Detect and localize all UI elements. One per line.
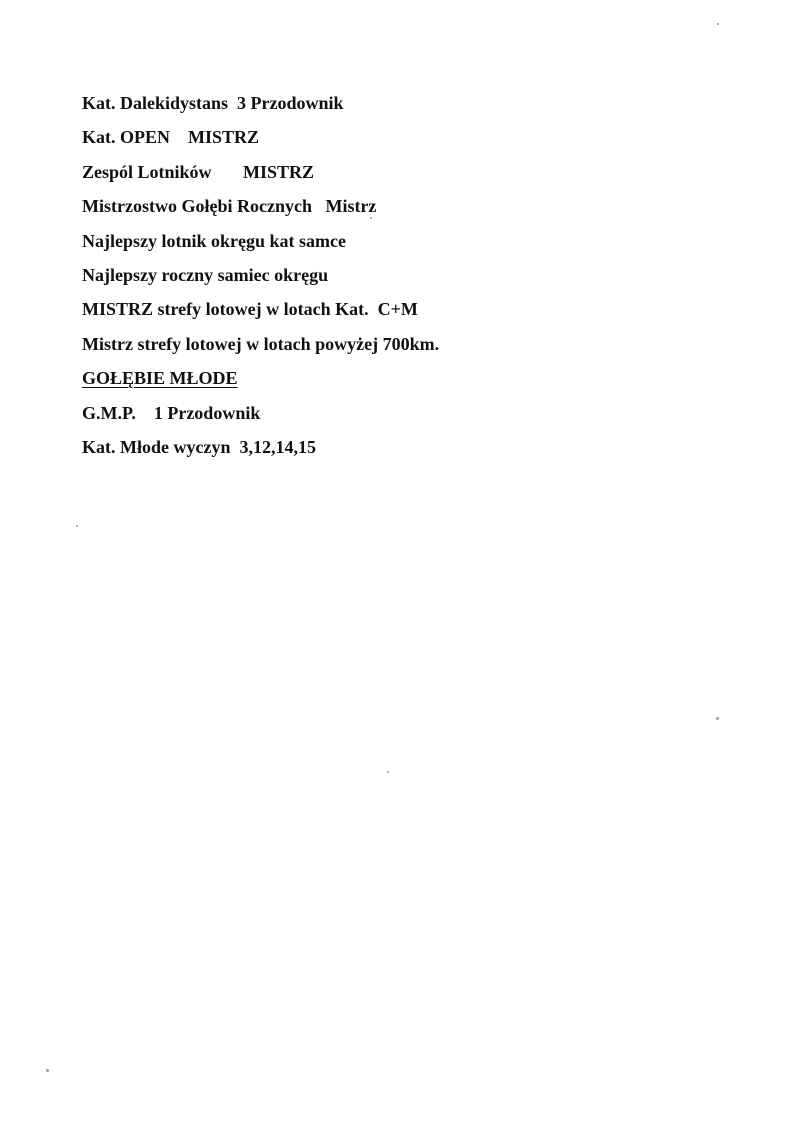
text-line-flyers-team: Zespól Lotników MISTRZ <box>82 161 315 182</box>
scan-speck <box>716 717 719 720</box>
text-line-zone-champion-cm: MISTRZ strefy lotowej w lotach Kat. C+M <box>82 299 418 320</box>
text-line-young-category: Kat. Młode wyczyn 3,12,14,15 <box>82 436 316 457</box>
scan-speck <box>76 525 78 527</box>
document-body <box>82 86 742 464</box>
scan-speck <box>46 1069 49 1072</box>
scan-speck <box>717 23 719 25</box>
section-heading-young-pigeons: GOŁĘBIE MŁODE <box>82 368 238 389</box>
text-line-category-open: Kat. OPEN MISTRZ <box>82 127 260 148</box>
text-line-gmp: G.M.P. 1 Przodownik <box>82 402 261 423</box>
text-line-yearling-championship: Mistrzostwo Gołębi Rocznych Mistrz <box>82 196 377 217</box>
text-line-best-yearling-cock: Najlepszy roczny samiec okręgu <box>82 264 329 285</box>
scan-speck <box>387 771 389 773</box>
text-line-category-long-distance: Kat. Dalekidystans 3 Przodownik <box>82 93 344 113</box>
text-line-best-flyer-district: Najlepszy lotnik okręgu kat samce <box>82 230 346 251</box>
text-line-zone-champion-700km: Mistrz strefy lotowej w lotach powyżej 700km. <box>82 333 440 354</box>
